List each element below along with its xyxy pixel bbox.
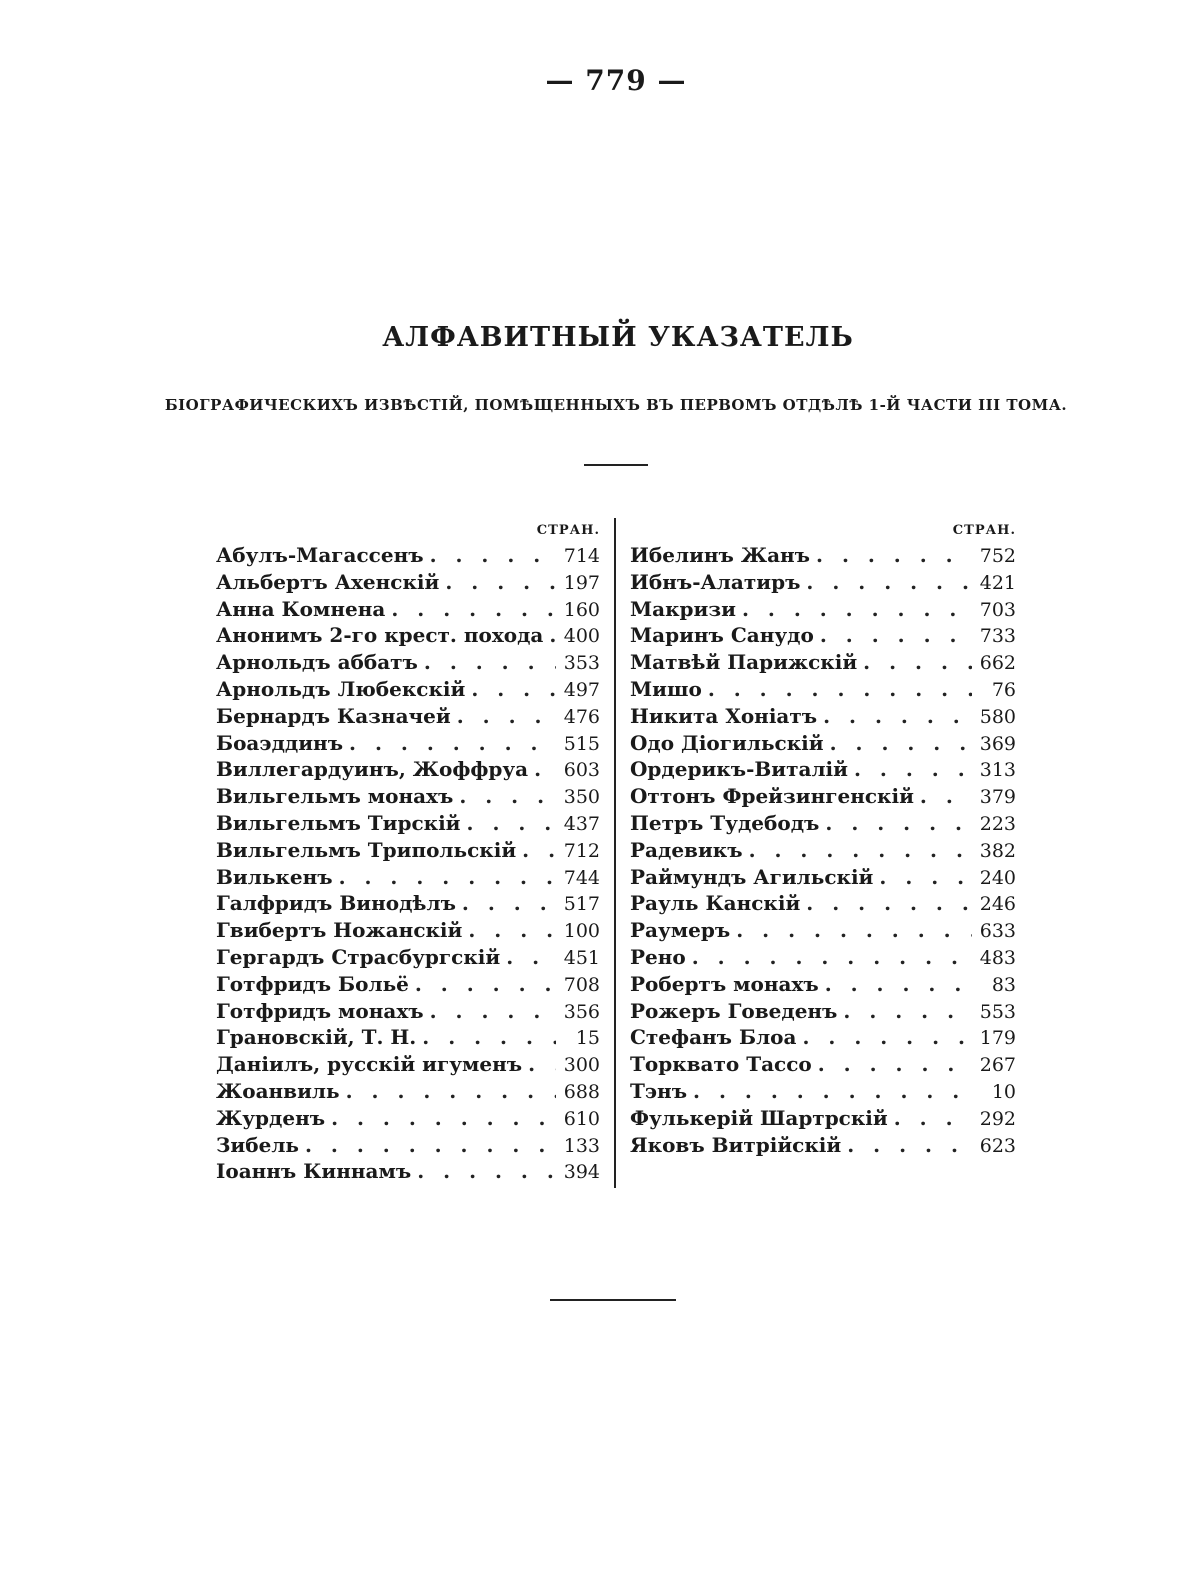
index-title: АЛФАВИТНЫЙ УКАЗАТЕЛЬ: [382, 322, 854, 353]
dot-leader: [299, 1132, 556, 1159]
index-entry: [630, 917, 1016, 944]
entry-name: Зибель: [216, 1132, 299, 1157]
entry-name: Мишо: [630, 676, 702, 701]
entry-page: 76: [991, 678, 1016, 701]
entry-page: 733: [979, 625, 1016, 648]
index-entry: [216, 1051, 600, 1078]
entry-name: Абулъ-Магассенъ: [216, 543, 424, 567]
dot-leader: [819, 971, 972, 998]
index-entry: [216, 998, 600, 1025]
entry-name: Рауль Канскій: [630, 891, 801, 916]
entry-page: 610: [563, 1107, 600, 1130]
bottom-rule: [550, 1299, 676, 1301]
index-entry: [630, 596, 1016, 623]
entry-page: 179: [979, 1027, 1016, 1050]
index-entry: [630, 1024, 1016, 1051]
entry-page: 708: [563, 973, 600, 996]
entry-name: Галфридъ Винодѣлъ: [216, 891, 456, 916]
index-entry: [630, 676, 1016, 703]
index-column-left: [216, 520, 600, 1185]
entry-name: Никита Хоніатъ: [630, 703, 818, 728]
dot-leader: [456, 890, 556, 917]
dot-leader: [416, 1024, 556, 1051]
dot-leader: [411, 1158, 556, 1185]
entry-name: Арнольдъ Любекскій: [216, 676, 466, 701]
entry-page: 580: [979, 705, 1016, 728]
entry-page: 400: [563, 625, 600, 648]
column-header-right: СТРАН.: [952, 523, 1016, 538]
index-entry: [216, 1024, 600, 1051]
dot-leader: [409, 971, 556, 998]
dot-leader: [462, 917, 556, 944]
entry-name: Виллегардуинъ, Жоффруа: [216, 757, 529, 782]
index-entry: [630, 864, 1016, 891]
index-entry: [216, 703, 600, 730]
entry-page: 421: [979, 571, 1016, 594]
index-entry: [216, 783, 600, 810]
index-entry: [216, 890, 600, 917]
dot-leader: [702, 676, 972, 703]
index-entry: [216, 1132, 600, 1159]
entry-name: Раумеръ: [630, 918, 731, 943]
index-entry: [630, 730, 1016, 757]
title-rule: [584, 464, 648, 466]
dot-leader: [736, 596, 972, 623]
dot-leader: [385, 596, 556, 623]
dot-leader: [730, 917, 972, 944]
dot-leader: [439, 569, 556, 596]
entry-page: 267: [979, 1054, 1016, 1077]
index-entry: [216, 649, 600, 676]
dot-leader: [800, 890, 972, 917]
dot-leader: [873, 864, 972, 891]
entry-name: Вильгельмъ Тирскій: [216, 810, 461, 835]
entry-name: Ибнъ-Алатиръ: [630, 569, 801, 594]
dot-leader: [819, 810, 972, 837]
dot-leader: [543, 622, 556, 649]
index-entry: [216, 1158, 600, 1185]
entry-name: Іоаннъ Киннамъ: [216, 1159, 412, 1184]
index-entry: [630, 542, 1016, 569]
entry-name: Фулькерій Шартрскій: [630, 1105, 888, 1130]
entry-page: 553: [979, 1000, 1016, 1023]
entry-name: Анонимъ 2-го крест. похода: [216, 623, 544, 648]
entry-name: Торквато Тассо: [630, 1052, 812, 1077]
dot-leader: [686, 944, 972, 971]
dot-leader: [796, 1024, 972, 1051]
entry-name: Петръ Тудебодъ: [630, 810, 820, 835]
dot-leader: [817, 703, 972, 730]
dot-leader: [528, 756, 556, 783]
entry-page: 356: [563, 1000, 600, 1023]
entry-name: Стефанъ Блоа: [630, 1025, 797, 1050]
page-number: — 779 —: [545, 64, 687, 97]
entry-name: Гергардъ Страсбургскій: [216, 944, 501, 969]
index-entry: [630, 890, 1016, 917]
dot-leader: [888, 1105, 972, 1132]
entry-name: Гвибертъ Ножанскій: [216, 918, 463, 943]
entry-page: 160: [563, 598, 600, 621]
index-entry: [216, 837, 600, 864]
entry-name: Грановскій, Т. Н.: [216, 1025, 417, 1050]
entry-page: 133: [563, 1134, 600, 1157]
entry-name: Жоанвиль: [216, 1078, 340, 1103]
entry-page: 714: [563, 545, 600, 567]
dot-leader: [841, 1132, 972, 1159]
index-entry: [630, 998, 1016, 1025]
entry-page: 350: [563, 786, 600, 809]
index-entry: [630, 1078, 1016, 1105]
entry-name: Арнольдъ аббатъ: [216, 650, 418, 675]
entries-right: [630, 542, 1016, 1158]
index-entry: [216, 756, 600, 783]
entry-name: Готфридъ монахъ: [216, 998, 424, 1023]
entry-name: Яковъ Витрійскій: [630, 1132, 842, 1157]
dot-leader: [461, 810, 556, 837]
entry-page: 451: [563, 946, 600, 969]
dot-leader: [333, 864, 556, 891]
index-entry: [216, 596, 600, 623]
entry-page: 246: [979, 893, 1016, 916]
dot-leader: [343, 730, 556, 757]
entry-name: Готфридъ Больё: [216, 971, 409, 996]
dot-leader: [857, 649, 972, 676]
index-entry: [216, 622, 600, 649]
index-entry: [630, 622, 1016, 649]
entry-name: Боаэддинъ: [216, 730, 344, 755]
entry-name: Вильгельмъ Трипольскій: [216, 837, 517, 862]
entry-page: 662: [979, 652, 1016, 675]
index-entry: [630, 649, 1016, 676]
entry-name: Анна Комнена: [216, 596, 386, 621]
entry-page: 10: [991, 1080, 1016, 1103]
index-entry: [630, 783, 1016, 810]
entry-name: Радевикъ: [630, 837, 743, 862]
entry-page: 712: [563, 839, 600, 862]
index-subtitle: БІОГРАФИЧЕСКИХЪ ИЗВѢСТІЙ, ПОМѢЩЕННЫХЪ ВЪ ПЕРВОМЪ ОТДѢЛѢ 1-Й ЧАСТИ III ТОМА.: [164, 396, 1068, 414]
index-entry: [630, 1105, 1016, 1132]
index-entry: [216, 569, 600, 596]
index-entry: [216, 1105, 600, 1132]
entry-page: 100: [563, 920, 600, 943]
index-entry: [630, 810, 1016, 837]
entry-page: 703: [979, 598, 1016, 621]
dot-leader: [522, 1051, 556, 1078]
index-entry: [216, 810, 600, 837]
index-entry: [216, 542, 600, 569]
entry-name: Даніилъ, русскій игуменъ: [216, 1052, 523, 1077]
entry-page: 353: [563, 652, 600, 675]
entry-name: Рожеръ Говеденъ: [630, 998, 838, 1023]
entry-name: Бернардъ Казначей: [216, 703, 451, 728]
entry-page: 15: [575, 1027, 600, 1050]
entry-page: 197: [563, 571, 600, 594]
entry-name: Ибелинъ Жанъ: [630, 543, 811, 567]
entry-name: Журденъ: [216, 1105, 326, 1130]
entry-page: 437: [563, 812, 600, 835]
entry-page: 313: [979, 759, 1016, 782]
entry-name: Макризи: [630, 596, 736, 621]
index-entry: [216, 1078, 600, 1105]
entry-name: Матвѣй Парижскій: [630, 650, 858, 675]
dot-leader: [837, 998, 972, 1025]
dot-leader: [516, 837, 556, 864]
entry-page: 83: [991, 973, 1016, 996]
entry-page: 515: [563, 732, 600, 755]
entry-page: 476: [563, 705, 600, 728]
column-header-left: СТРАН.: [536, 523, 600, 538]
entry-page: 497: [563, 678, 600, 701]
dot-leader: [810, 542, 972, 569]
entry-name: Тэнъ: [630, 1078, 688, 1103]
index-entry: [630, 971, 1016, 998]
column-divider: [614, 518, 616, 1188]
entry-page: 223: [979, 812, 1016, 835]
entries-left: [216, 542, 600, 1185]
entry-name: Робертъ монахъ: [630, 971, 819, 996]
dot-leader: [848, 756, 972, 783]
entry-page: 623: [979, 1134, 1016, 1157]
dot-leader: [451, 703, 556, 730]
entry-name: Вилькенъ: [216, 864, 333, 889]
dot-leader: [812, 1051, 972, 1078]
entry-page: 300: [563, 1054, 600, 1077]
index-entry: [216, 676, 600, 703]
entry-name: Оттонъ Фрейзингенскій: [630, 784, 914, 809]
entry-name: Ордерикъ-Виталій: [630, 757, 848, 782]
entry-name: Альбертъ Ахенскій: [216, 569, 440, 594]
entry-name: Одо Діогильскій: [630, 730, 824, 755]
entry-name: Вильгельмъ монахъ: [216, 784, 454, 809]
index-entry: [630, 837, 1016, 864]
index-entry: [630, 703, 1016, 730]
entry-page: 603: [563, 759, 600, 782]
index-entry: [630, 756, 1016, 783]
dot-leader: [814, 622, 972, 649]
dot-leader: [824, 730, 972, 757]
entry-name: Рено: [630, 944, 686, 969]
index-entry: [216, 917, 600, 944]
index-entry: [630, 1132, 1016, 1159]
entry-name: Раймундъ Агильскій: [630, 864, 874, 889]
index-entry: [630, 569, 1016, 596]
dot-leader: [453, 783, 556, 810]
index-entry: [630, 944, 1016, 971]
entry-page: 744: [563, 866, 600, 889]
index-entry: [216, 864, 600, 891]
dot-leader: [687, 1078, 972, 1105]
index-entry: [630, 1051, 1016, 1078]
dot-leader: [914, 783, 972, 810]
dot-leader: [500, 944, 556, 971]
dot-leader: [424, 542, 556, 569]
entry-page: 517: [563, 893, 600, 916]
entry-page: 483: [979, 946, 1016, 969]
index-entry: [216, 730, 600, 757]
entry-page: 394: [563, 1161, 600, 1184]
dot-leader: [424, 998, 556, 1025]
dot-leader: [325, 1105, 556, 1132]
dot-leader: [465, 676, 556, 703]
dot-leader: [340, 1078, 556, 1105]
entry-page: 379: [979, 786, 1016, 809]
entry-page: 688: [563, 1080, 600, 1103]
dot-leader: [743, 837, 972, 864]
entry-page: 292: [979, 1107, 1016, 1130]
entry-page: 633: [979, 920, 1016, 943]
entry-page: 369: [979, 732, 1016, 755]
dot-leader: [418, 649, 556, 676]
entry-name: Маринъ Санудо: [630, 623, 814, 648]
index-column-right: [630, 520, 1016, 1158]
dot-leader: [800, 569, 972, 596]
entry-page: 752: [979, 545, 1016, 567]
entry-page: 240: [979, 866, 1016, 889]
index-entry: [216, 971, 600, 998]
entry-page: 382: [979, 839, 1016, 862]
index-entry: [216, 944, 600, 971]
